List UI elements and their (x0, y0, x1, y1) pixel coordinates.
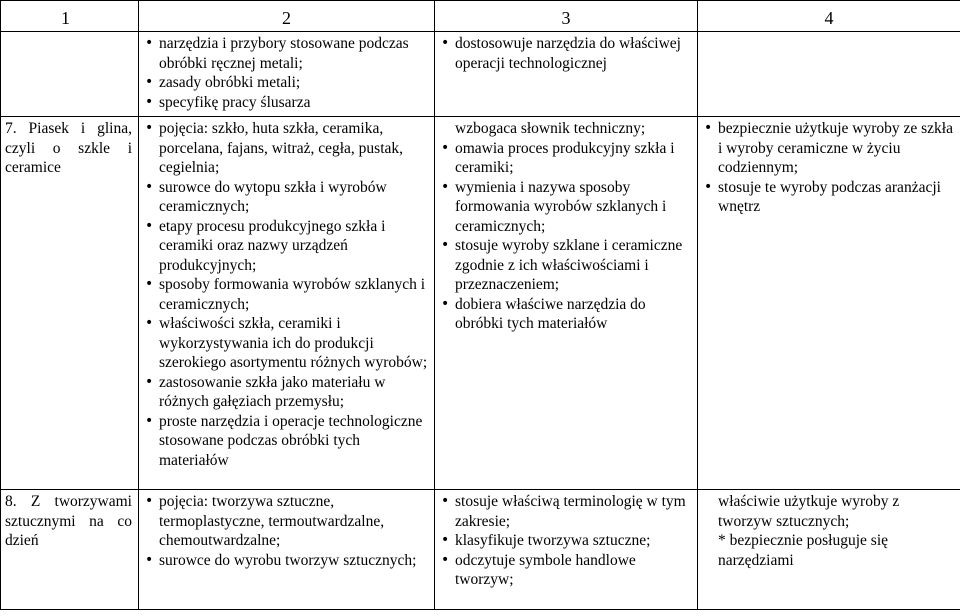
extended-skills-cell (698, 490, 960, 610)
knowledge-cell (139, 32, 435, 117)
table-row (1, 490, 960, 610)
basic-skills-cell (435, 32, 698, 117)
table-row (1, 117, 960, 490)
header-col-3: 3 (435, 1, 698, 32)
table-row (1, 32, 960, 117)
list-item: wzbogaca słownik techniczny; (455, 120, 646, 137)
list-item: • stosuje wyroby szklane i ceramiczne zgodnie z ich właściwościami i przeznaczeniem; (441, 236, 693, 295)
extended-skills-cell (698, 32, 960, 117)
list-item: • zastosowanie szkła jako materiału w różnych gałęziach przemysłu; (145, 373, 430, 412)
list-item: • specyfikę pracy ślusarza (145, 93, 430, 113)
list-item: * bezpiecznie posługuje się narzędziami (718, 532, 889, 569)
knowledge-cell (139, 117, 435, 490)
list-item: • proste narzędzia i operacje technologiczne stosowane podczas obróbki tych materiałów (145, 412, 430, 471)
bullet-list (145, 492, 430, 570)
list-item: • dostosowuje narzędzia do właściwej operacji technologicznej (441, 34, 693, 73)
list-item: • omawia proces produkcyjny szkła i ceramiki; (441, 139, 693, 178)
list-item: • bezpiecznie użytkuje wyroby ze szkła i wyroby ceramiczne w życiu codziennym; (704, 119, 956, 178)
list-item: • zasady obróbki metali; (145, 73, 430, 93)
topic-cell: 7. Piasek i glina, czyli o szkle i ceramice (1, 117, 139, 490)
list-item: • stosuje właściwą terminologię w tym zakresie; (441, 492, 693, 531)
list-item: • etapy procesu produkcyjnego szkła i ceramiki oraz nazwy urządzeń produkcyjnych; (145, 217, 430, 276)
extended-skills-cell (698, 117, 960, 490)
list-item: • klasyfikuje tworzywa sztuczne; (441, 531, 693, 551)
header-col-1: 1 (1, 1, 139, 32)
list-item: • stosuje te wyroby podczas aranżacji wnętrz (704, 178, 956, 217)
bullet-list (145, 119, 430, 470)
list-item: • właściwości szkła, ceramiki i wykorzystywania ich do produkcji szerokiego asortymentu różnych wyrobów; (145, 314, 430, 373)
bullet-list (441, 119, 693, 334)
bullet-list (145, 34, 430, 112)
header-row (1, 1, 960, 32)
list-item: • wymienia i nazywa sposoby formowania wyrobów szklanych i ceramicznych; (441, 178, 693, 237)
bullet-list (441, 492, 693, 590)
basic-skills-cell (435, 117, 698, 490)
bullet-list (704, 119, 956, 217)
list-item: • dobiera właściwe narzędzia do obróbki tych materiałów (441, 295, 693, 334)
topic-cell (1, 32, 139, 117)
list-item: • surowce do wyrobu tworzyw sztucznych; (145, 551, 430, 571)
list-item: • pojęcia: tworzywa sztuczne, termoplastyczne, termoutwardzalne, chemoutwardzalne; (145, 492, 430, 551)
list-item: • surowce do wytopu szkła i wyrobów ceramicznych; (145, 178, 430, 217)
list-item: • narzędzia i przybory stosowane podczas obróbki ręcznej metali; (145, 34, 430, 73)
list-item: właściwie użytkuje wyroby z tworzyw sztucznych; (718, 493, 900, 530)
list-item: • pojęcia: szkło, huta szkła, ceramika, porcelana, fajans, witraż, cegła, pustak, cegielnia; (145, 119, 430, 178)
knowledge-cell (139, 490, 435, 610)
header-col-4: 4 (698, 1, 960, 32)
list-item: • sposoby formowania wyrobów szklanych i ceramicznych; (145, 275, 430, 314)
bullet-list (704, 492, 956, 570)
bullet-list (441, 34, 693, 73)
basic-skills-cell (435, 490, 698, 610)
header-col-2: 2 (139, 1, 435, 32)
list-item: • odczytuje symbole handlowe tworzyw; (441, 551, 693, 590)
topic-cell: 8. Z tworzywami sztucznymi na co dzień (1, 490, 139, 610)
